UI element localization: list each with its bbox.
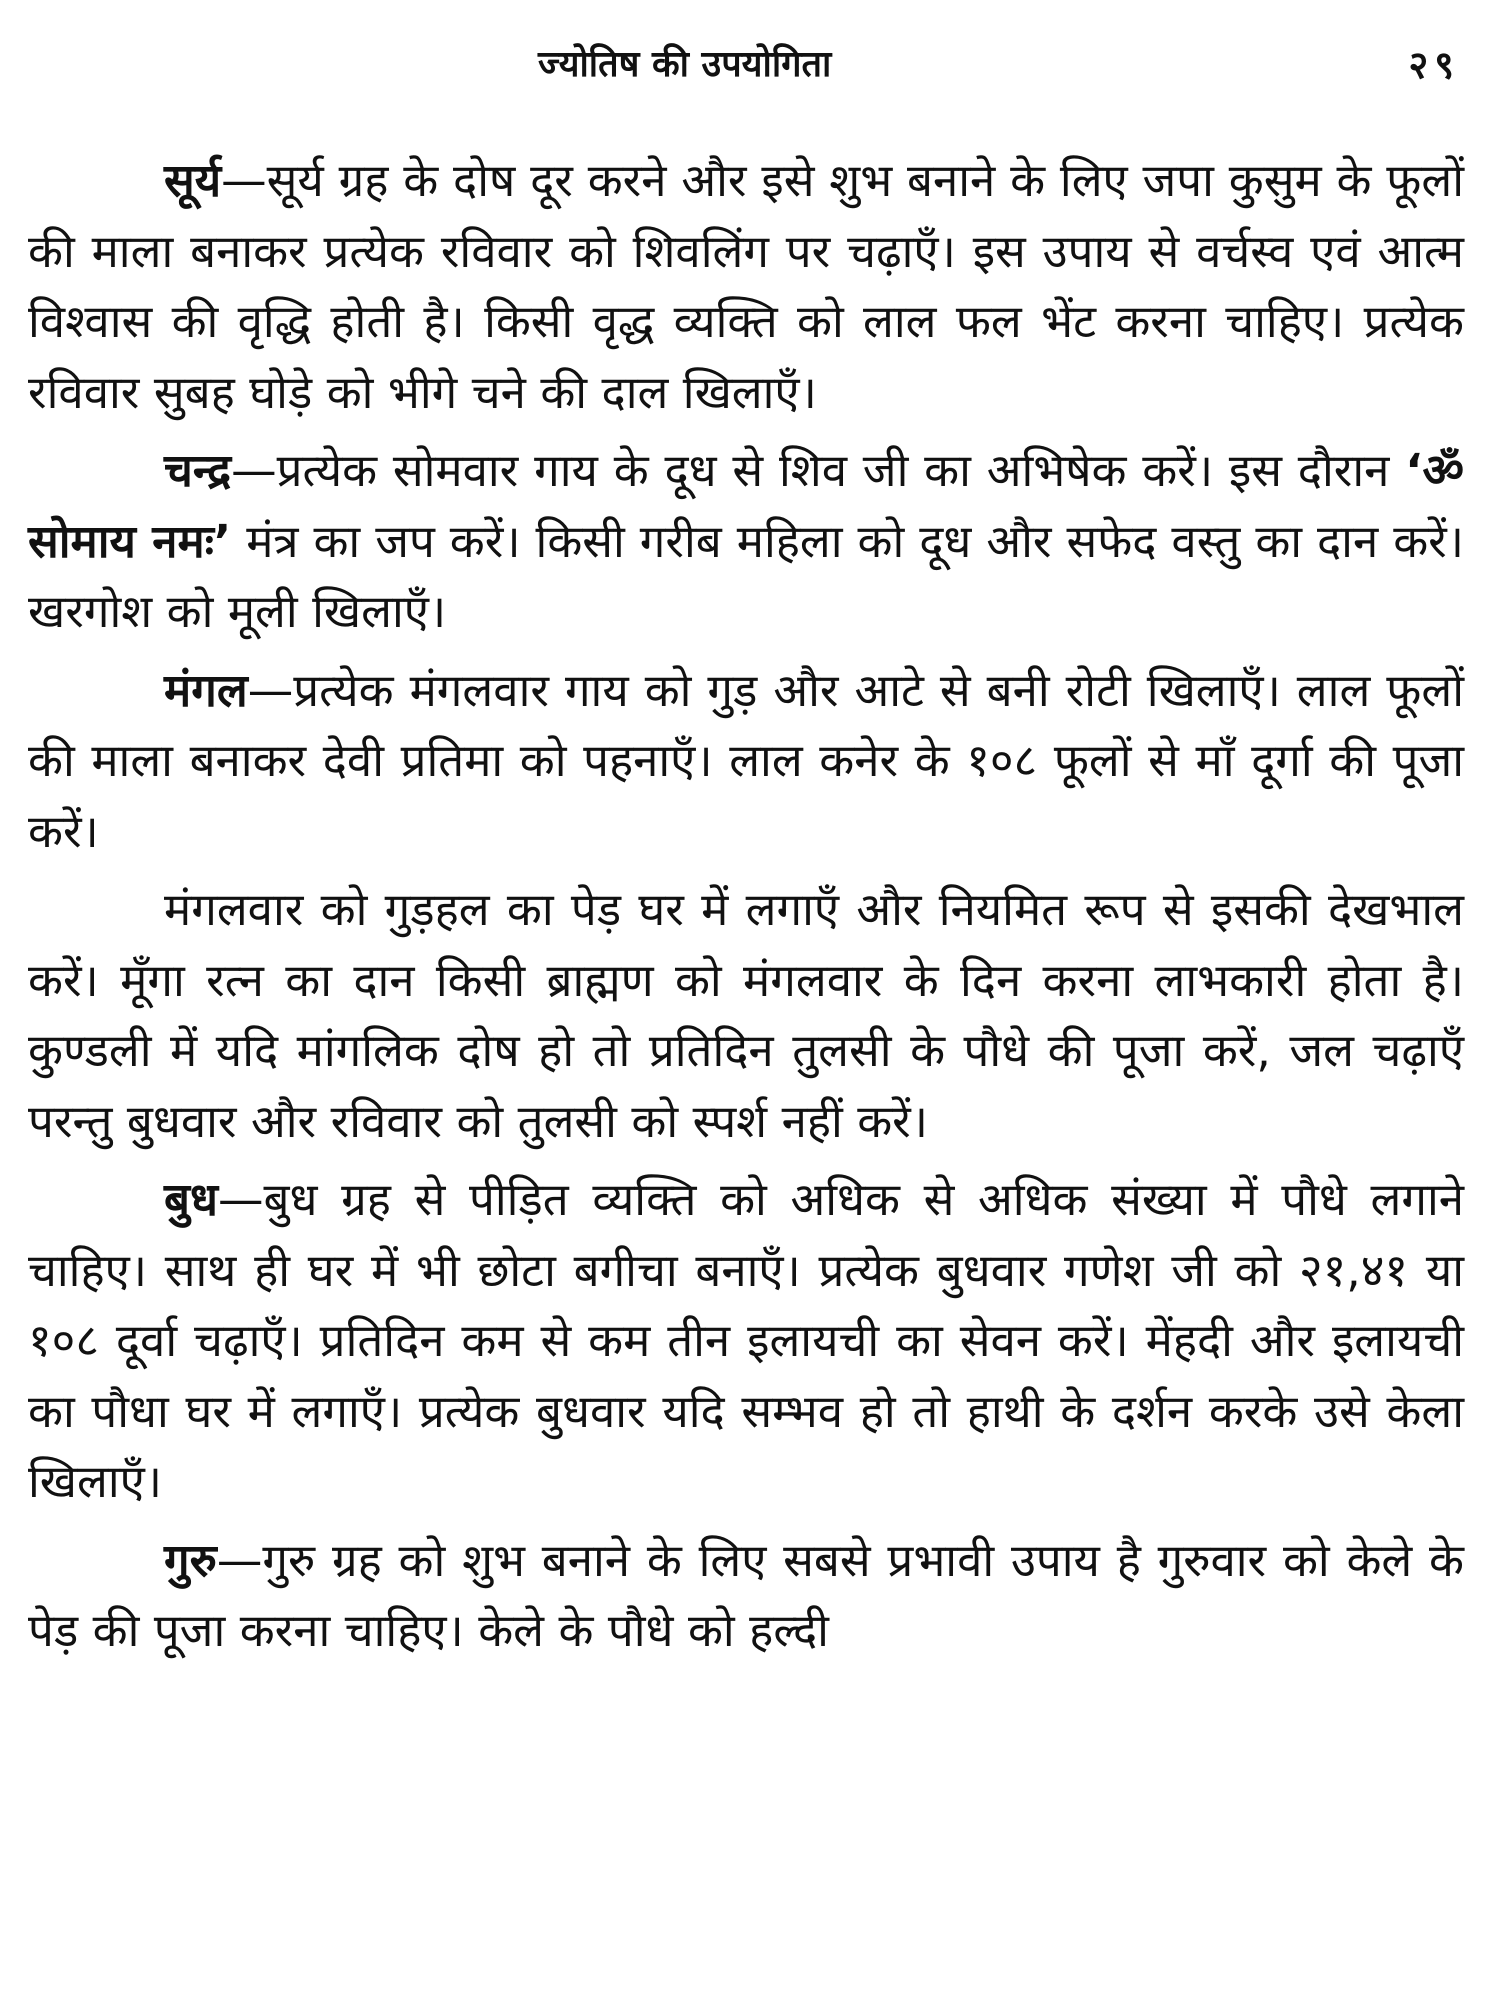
paragraph-surya-text: —सूर्य ग्रह के दोष दूर करने और इसे शुभ बनाने के लिए जपा कुसुम के फूलों की माला बनाकर प्रत्येक रविवार को शिवलिंग पर चढ़ाएँ। इस उपाय से वर्चस्व एवं आत्म विश्वास की वृद्धि होती है। किसी वृद्ध व्यक्ति को लाल फल भेंट करना चाहिए। प्रत्येक रविवार सुबह घोड़े को भीगे चने की दाल खिलाएँ। <box>28 154 1464 419</box>
body-text <box>28 146 1464 1667</box>
paragraph-mangal-text: —प्रत्येक मंगलवार गाय को गुड़ और आटे से बनी रोटी खिलाएँ। लाल फूलों की माला बनाकर देवी प्रतिमा को पहनाएँ। लाल कनेर के १०८ फूलों से माँ दूर्गा की पूजा करें। <box>28 663 1464 858</box>
heading-budh: बुध <box>164 1173 218 1226</box>
heading-mangal: मंगल <box>164 663 248 717</box>
paragraph-guru-text: —गुरु ग्रह को शुभ बनाने के लिए सबसे प्रभावी उपाय है गुरुवार को केले के पेड़ की पूजा करना चाहिए। केले के पौधे को हल्दी <box>28 1533 1464 1657</box>
paragraph-chandra-text-after: मंत्र का जप करें। किसी गरीब महिला को दूध और सफेद वस्तु का दान करें। खरगोश को मूली खिलाएँ। <box>28 514 1464 638</box>
page-number: २९ <box>1408 43 1460 87</box>
paragraph-chandra <box>28 436 1464 648</box>
mantra-text: ‘ॐ सोमाय नमः’ <box>28 444 1464 568</box>
heading-chandra: चन्द्र <box>164 444 232 497</box>
paragraph-chandra-text-before: —प्रत्येक सोमवार गाय के दूध से शिव जी का अभिषेक करें। इस दौरान <box>231 444 1406 497</box>
heading-guru: गुरु <box>164 1533 217 1587</box>
running-header <box>28 38 1464 102</box>
paragraph-surya <box>28 146 1464 428</box>
paragraph-guru <box>28 1526 1464 1667</box>
paragraph-mangal-continued <box>28 875 1464 1157</box>
paragraph-mangal-continued-text: मंगलवार को गुड़हल का पेड़ घर में लगाएँ और नियमित रूप से इसकी देखभाल करें। मूँगा रत्न का दान किसी ब्राह्मण को मंगलवार के दिन करना लाभकारी होता है। कुण्डली में यदि मांगलिक दोष हो तो प्रतिदिन तुलसी के पौधे की पूजा करें, जल चढ़ाएँ परन्तु बुधवार और रविवार को तुलसी को स्पर्श नहीं करें। <box>28 883 1464 1148</box>
paragraph-budh <box>28 1165 1464 1518</box>
paragraph-mangal <box>28 656 1464 868</box>
heading-surya: सूर्य <box>164 154 222 207</box>
chapter-title: ज्योतिष की उपयोगिता <box>538 44 832 85</box>
paragraph-budh-text: —बुध ग्रह से पीड़ित व्यक्ति को अधिक से अधिक संख्या में पौधे लगाने चाहिए। साथ ही घर में भी छोटा बगीचा बनाएँ। प्रत्येक बुधवार गणेश जी को २१,४१ या १०८ दूर्वा चढ़ाएँ। प्रतिदिन कम से कम तीन इलायची का सेवन करें। मेंहदी और इलायची का पौधा घर में लगाएँ। प्रत्येक बुधवार यदि सम्भव हो तो हाथी के दर्शन करके उसे केला खिलाएँ। <box>28 1173 1464 1508</box>
